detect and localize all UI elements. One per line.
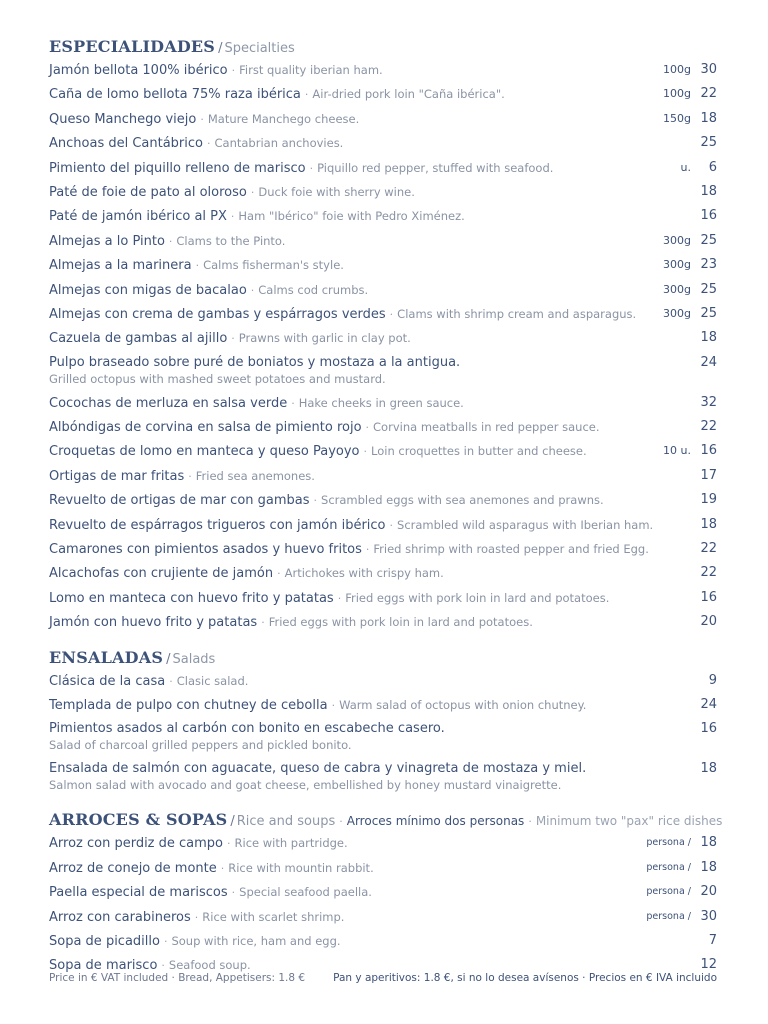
dot-separator: · [304,88,309,102]
menu-item [49,351,717,391]
footer-note-en: Price in € VAT included · Bread, Appetisers: 1.8 € [49,972,306,984]
item-price: 12 [700,957,717,973]
item-name: Paella especial de mariscos [49,885,228,901]
item-description: Rice with scarlet shrimp. [202,909,345,924]
menu-item [49,757,717,797]
item-name: Albóndigas de corvina en salsa de pimiento rojo [49,420,362,436]
item-quantity: persona / [646,910,691,922]
item-name: Cazuela de gambas al ajillo [49,331,228,347]
item-description: Air-dried pork loin "Caña ibérica". [312,87,505,102]
item-line [49,278,717,303]
dot-separator: · [207,137,211,151]
item-line [49,58,717,83]
item-name: Arroz con perdiz de campo [49,836,224,852]
item-name: Revuelto de espárragos trigueros con jamón ibérico [49,517,386,533]
item-price: 30 [700,908,717,924]
item-description: Grilled octopus with mashed sweet potatoes and mustard. [49,371,386,386]
dot-separator: · [313,494,318,508]
item-line [49,326,717,351]
dot-separator: · [389,307,394,321]
menu-item [49,464,717,488]
menu-item [49,693,717,717]
item-quantity: 100g [663,87,691,101]
item-name: Lomo en manteca con huevo frito y patatas [49,590,334,606]
item-price: 18 [700,835,717,851]
item-quantity: 150g [663,111,691,125]
item-price: 18 [700,516,717,532]
item-price: 19 [700,492,717,508]
section-header [49,809,723,831]
item-description: Hake cheeks in green sauce. [298,395,464,410]
menu-item [49,856,717,880]
item-name: Pulpo braseado sobre puré de boniatos y mostaza a la antigua. [49,354,461,370]
item-name: Clásica de la casa [49,673,166,689]
item-description: Seafood soup. [168,958,251,973]
item-name: Caña de lomo bellota 75% raza ibérica [49,87,301,103]
item-description: Salmon salad with avocado and goat cheese, embellished by honey mustard vinaigrette. [49,778,562,793]
item-line [49,372,717,386]
item-description: Piquillo red pepper, stuffed with seafood. [317,160,554,175]
item-description: Artichokes with crispy ham. [284,566,444,581]
item-line [49,156,717,181]
section-title: ARROCES & SOPAS [49,810,228,830]
item-line [49,180,717,205]
menu-item [49,439,717,463]
item-price: 16 [700,721,717,737]
section-title: ESPECIALIDADES [49,37,216,56]
item-line [49,464,717,489]
menu-item [49,278,717,302]
item-quantity: persona / [646,837,691,849]
dot-separator: · [261,616,265,630]
slash-separator: / [166,651,171,667]
item-price: 30 [700,62,717,77]
item-name: Cocochas de merluza en salsa verde [49,395,288,411]
item-quantity: 10 u. [663,444,691,458]
item-price: 20 [700,884,717,900]
menu-item [49,831,717,855]
item-line [49,439,717,464]
item-name: Arroz de conejo de monte [49,860,217,876]
dot-separator: · [169,674,173,688]
item-description: Fried sea anemones. [195,468,315,483]
item-description: Scrambled eggs with sea anemones and prawns. [321,493,604,508]
item-line [49,302,717,327]
footer-note-es: Pan y aperitivos: 1.8 €, si no lo desea avísenos · Precios en € IVA incluido [333,972,717,984]
item-description: Fried shrimp with roasted pepper and fried Egg. [373,542,649,557]
item-quantity: 300g [663,282,691,296]
slash-separator: / [218,41,223,56]
item-price: 22 [700,419,717,435]
item-description: Corvina meatballs in red pepper sauce. [373,420,600,435]
menu-item [49,107,717,131]
dot-separator: · [528,815,532,829]
item-line [49,586,717,611]
item-price: 16 [700,443,717,459]
menu-item [49,326,717,350]
item-line [49,880,717,905]
item-description: Warm salad of octopus with onion chutney. [339,697,587,712]
menu-item [49,610,717,634]
dot-separator: · [195,259,200,273]
menu-item [49,391,717,415]
item-name: Arroz con carabineros [49,909,191,925]
menu-item [49,415,717,439]
dot-separator: · [227,837,231,851]
section-subtitle-wrap [163,652,215,667]
item-line [49,229,717,254]
section-title: ENSALADAS [49,647,164,667]
item-line [49,856,717,881]
item-description: Mature Manchego cheese. [207,111,360,126]
item-name: Jamón con huevo frito y patatas [49,615,258,631]
item-line [49,610,717,635]
item-price: 25 [700,305,717,321]
item-name: Almejas a lo Pinto [49,233,165,249]
dot-separator: · [231,332,235,346]
dot-separator: · [365,543,370,557]
item-description: Fried eggs with pork loin in lard and potatoes. [268,615,533,630]
dot-separator: · [339,815,343,829]
dot-separator: · [277,567,281,581]
item-name: Almejas con crema de gambas y espárragos verdes [49,306,386,322]
item-line [49,537,717,562]
section-subtitle: Specialties [224,41,295,56]
item-description: Prawns with garlic in clay pot. [238,331,411,346]
item-description: Clams with shrimp cream and asparagus. [397,306,637,321]
item-quantity: 300g [663,233,691,247]
item-price: 23 [700,257,717,273]
dot-separator: · [194,910,199,924]
menu-item [49,180,717,204]
dot-separator: · [161,959,165,973]
item-name: Alcachofas con crujiente de jamón [49,566,274,582]
slash-separator: / [230,814,235,830]
item-quantity: 300g [663,258,691,272]
menu-item [49,229,717,253]
menu-item [49,586,717,610]
section-gap [49,635,717,647]
item-price: 6 [708,159,717,175]
dot-separator: · [363,445,368,459]
dot-separator: · [250,283,255,297]
section-subtitle: Salads [172,651,216,667]
item-line [49,391,717,416]
item-name: Sopa de marisco [49,958,158,974]
item-price: 18 [700,330,717,346]
menu-item [49,717,717,757]
item-description: Rice with partridge. [234,836,348,851]
dot-separator: · [231,886,236,900]
item-name: Pimientos asados al carbón con bonito en escabeche casero. [49,721,445,737]
item-name: Almejas con migas de bacalao [49,282,247,298]
section-note-en: Minimum two "pax" rice dishes [535,814,723,829]
item-name: Pimiento del piquillo relleno de marisco [49,160,306,176]
item-quantity: 300g [663,306,691,320]
item-name: Ortigas de mar fritas [49,468,185,484]
menu-item [49,669,717,693]
section-header [49,647,717,669]
item-name: Almejas a la marinera [49,258,192,274]
dot-separator: · [163,934,168,948]
item-line [49,204,717,229]
menu-item [49,880,717,904]
item-price: 7 [708,932,717,948]
menu-section [49,647,717,798]
item-line [49,757,717,778]
item-price: 16 [700,208,717,224]
item-name: Jamón bellota 100% ibérico [49,63,228,78]
item-price: 16 [700,589,717,605]
item-description: Scrambled wild asparagus with Iberian ham. [397,517,654,532]
item-name: Croquetas de lomo en manteca y queso Payoyo [49,444,360,460]
dot-separator: · [389,518,394,532]
dot-separator: · [291,396,295,410]
item-description: Calms cod crumbs. [258,282,369,297]
item-line [49,693,717,718]
item-line [49,831,717,856]
section-subtitle: Rice and soups [236,814,336,830]
section-subtitle-wrap [227,814,335,829]
dot-separator: · [331,698,336,712]
dot-separator: · [231,64,236,77]
item-quantity: 100g [663,63,691,76]
item-description: Soup with rice, ham and egg. [171,933,341,948]
item-line [49,488,717,513]
item-line [49,717,717,738]
footer [49,972,717,992]
menu-section [49,36,717,635]
dot-separator: · [188,469,192,483]
item-name: Anchoas del Cantábrico [49,136,203,152]
item-description: Duck foie with sherry wine. [258,184,415,199]
item-line [49,82,717,107]
menu-item [49,131,717,155]
dot-separator: · [309,161,314,175]
dot-separator: · [337,591,342,605]
item-line [49,253,717,278]
item-description: Clams to the Pinto. [176,233,286,248]
menu-item [49,156,717,180]
item-description: Loin croquettes in butter and cheese. [371,444,587,459]
item-line [49,107,717,132]
section-subtitle-wrap [215,41,295,56]
item-name: Camarones con pimientos asados y huevo fritos [49,542,362,558]
item-line [49,778,717,792]
dot-separator: · [230,210,235,224]
menu-item [49,204,717,228]
item-name: Paté de foie de pato al oloroso [49,184,247,200]
item-description: First quality iberian ham. [239,63,383,77]
item-line [49,905,717,930]
item-price: 9 [708,672,717,688]
item-price: 18 [700,110,717,126]
menu-page [49,36,723,978]
menu-item [49,905,717,929]
item-description: Cantabrian anchovies. [214,136,344,151]
item-quantity: u. [680,160,691,174]
section-header [49,36,717,58]
item-price: 32 [700,394,717,410]
section-note-es: Arroces mínimo dos personas [346,814,525,829]
item-name: Queso Manchego viejo [49,111,197,127]
item-line [49,561,717,586]
item-price: 25 [700,232,717,248]
item-name: Sopa de picadillo [49,933,160,949]
item-price: 18 [700,859,717,875]
item-price: 20 [700,614,717,630]
section-gap [49,797,717,809]
item-line [49,929,717,954]
item-line [49,513,717,538]
item-description: Rice with mountin rabbit. [228,860,374,875]
dot-separator: · [250,185,255,199]
dot-separator: · [220,861,225,875]
item-price: 22 [700,565,717,581]
item-description: Calms fisherman's style. [203,258,344,273]
item-name: Templada de pulpo con chutney de cebolla [49,697,328,713]
item-name: Ensalada de salmón con aguacate, queso de cabra y vinagreta de mostaza y miel. [49,761,587,777]
item-price: 22 [700,86,717,102]
item-price: 18 [700,183,717,199]
item-line [49,131,717,156]
item-name: Paté de jamón ibérico al PX [49,209,227,225]
menu-item [49,537,717,561]
menu-item [49,513,717,537]
item-price: 25 [700,281,717,297]
menu-item [49,302,717,326]
item-price: 24 [700,696,717,712]
item-line [49,351,717,372]
item-description: Salad of charcoal grilled peppers and pickled bonito. [49,738,352,753]
item-description: Clasic salad. [176,673,249,688]
item-description: Ham "Ibérico" foie with Pedro Ximénez. [238,209,465,224]
item-price: 25 [700,135,717,151]
dot-separator: · [365,421,370,435]
menu-item [49,488,717,512]
item-line [49,669,717,694]
menu-item [49,58,717,82]
item-price: 22 [700,541,717,557]
menu-item [49,253,717,277]
menu-section [49,809,723,977]
dot-separator: · [200,112,204,126]
menu-item [49,561,717,585]
item-name: Revuelto de ortigas de mar con gambas [49,493,310,509]
menu-item [49,82,717,106]
item-line [49,415,717,440]
dot-separator: · [168,234,173,248]
item-quantity: persona / [646,861,691,873]
item-description: Special seafood paella. [239,885,372,900]
item-quantity: persona / [646,886,691,898]
menu-item [49,929,717,953]
item-price: 18 [700,761,717,777]
item-price: 17 [700,467,717,483]
item-line [49,738,717,752]
item-description: Fried eggs with pork loin in lard and potatoes. [345,590,610,605]
item-price: 24 [700,354,717,370]
